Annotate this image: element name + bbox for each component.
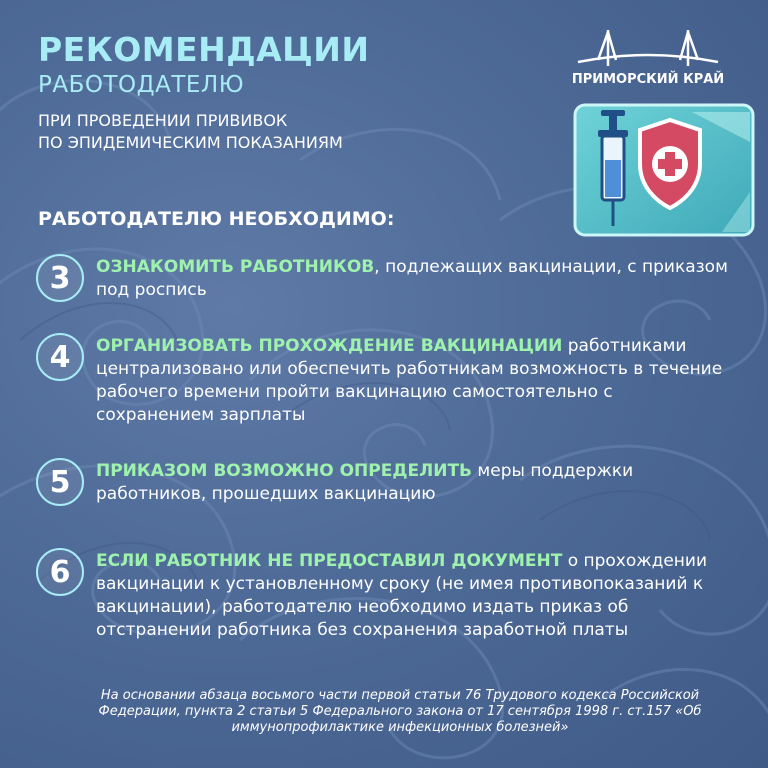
item-number-badge: 6 <box>36 548 84 596</box>
item-text <box>96 460 736 506</box>
item-text <box>96 550 736 642</box>
item-highlight: ОРГАНИЗОВАТЬ ПРОХОЖДЕНИЕ ВАКЦИНАЦИИ <box>96 336 563 356</box>
item-text <box>96 256 736 302</box>
item-text <box>96 335 736 427</box>
page-caption <box>38 110 343 154</box>
item-highlight: ПРИКАЗОМ ВОЗМОЖНО ОПРЕДЕЛИТЬ <box>96 461 473 481</box>
item-highlight: ОЗНАКОМИТЬ РАБОТНИКОВ <box>96 257 375 277</box>
page-title: РЕКОМЕНДАЦИИ <box>38 30 370 69</box>
page-subtitle: РАБОТОДАТЕЛЮ <box>38 72 245 98</box>
logo-text: ПРИМОРСКИЙ КРАЙ <box>571 72 725 87</box>
item-number-badge: 5 <box>36 458 84 506</box>
item-body: , подлежащих вакцинации, с приказом под роспись <box>96 257 728 300</box>
vaccine-card <box>572 102 756 238</box>
item-number-badge: 3 <box>36 254 84 302</box>
caption-line-1: ПРИ ПРОВЕДЕНИИ ПРИВИВОК <box>38 111 288 130</box>
caption-line-2: ПО ЭПИДЕМИЧЕСКИМ ПОКАЗАНИЯМ <box>38 133 343 152</box>
item-body: о прохождении вакцинации к установленному сроку (не имея противопоказаний к вакцинации), работодателю необходимо издать приказ об отстранении работника без сохранения заработной платы <box>96 551 708 640</box>
item-body: работниками централизовано или обеспечить работникам возможность в течение рабочего времени пройти вакцинацию самостоятельно с сохранением зарплаты <box>96 336 723 425</box>
legal-footnote: На основании абзаца восьмого части первой статьи 76 Трудового кодекса Российской Федерации, пункта 2 статьи 5 Федерального закона от 17 сентября 1998 г. ст.157 «Об иммунопрофилактике инфекционных болезней» <box>98 688 702 735</box>
item-highlight: ЕСЛИ РАБОТНИК НЕ ПРЕДОСТАВИЛ ДОКУМЕНТ <box>96 551 563 571</box>
item-number-badge: 4 <box>36 333 84 381</box>
section-title: РАБОТОДАТЕЛЮ НЕОБХОДИМО: <box>38 208 395 230</box>
item-body: меры поддержки работников, прошедших вакцинацию <box>96 461 634 504</box>
